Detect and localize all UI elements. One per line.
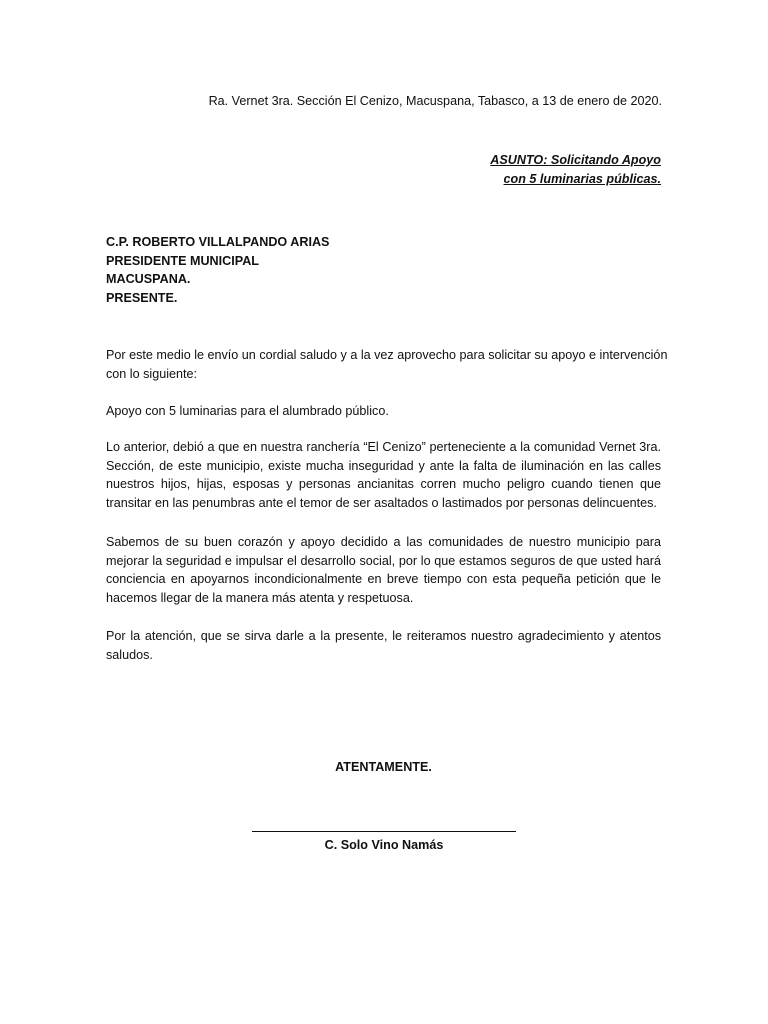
recipient-name: C.P. ROBERTO VILLALPANDO ARIAS [106,235,330,249]
paragraph-line: Sección, de este municipio, existe mucha inseguridad y ante la falta de iluminación en las calles [106,458,661,473]
paragraph-line: conciencia en apoyarnos incondicionalmente en breve tiempo con esta pequeña petición que le [106,572,661,587]
subject-line-1: ASUNTO: Solicitando Apoyo [490,153,661,167]
closing-text: ATENTAMENTE. [335,760,432,774]
paragraph-line: Sabemos de su buen corazón y apoyo decidido a las comunidades de nuestro municipio para [106,535,661,549]
paragraph-line: mejorar la seguridad e impulsar el desarrollo social, por lo que estamos seguros de que usted hará [106,553,661,568]
subject-block [420,151,661,188]
recipient-position: PRESIDENTE MUNICIPAL [106,253,260,268]
signature-line [252,831,516,832]
paragraph-line: transitar en las penumbras ante el temor de ser asaltados o lastimados por personas delincuentes. [106,495,657,510]
paragraph-line: Por este medio le envío un cordial saludo y a la vez aprovecho para solicitar su apoyo e intervención [106,348,668,362]
paragraph-line: Apoyo con 5 luminarias para el alumbrado público. [106,404,389,418]
paragraph-line: Lo anterior, debió a que en nuestra ranchería “El Cenizo” perteneciente a la comunidad Vernet 3ra. [106,440,661,454]
paragraph-line: nuestros hijos, hijas, esposas y personas ancianitas corren mucho peligro cuando tienen que [106,477,661,492]
subject-line-2: con 5 luminarias públicas. [503,171,661,186]
paragraph-line: saludos. [106,647,153,662]
body-paragraph-4 [106,533,661,607]
paragraph-line: hacemos llegar de la manera más atenta y respetuosa. [106,590,414,605]
body-paragraph-5 [106,627,661,664]
recipient-city: MACUSPANA. [106,272,191,287]
body-paragraph-3 [106,438,661,512]
recipient-salutation: PRESENTE. [106,290,178,305]
body-paragraph-2 [106,402,661,421]
paragraph-line: Por la atención, que se sirva darle a la presente, le reiteramos nuestro agradecimiento y atentos [106,629,661,643]
recipient-block [106,233,329,307]
place-date-line: Ra. Vernet 3ra. Sección El Cenizo, Macuspana, Tabasco, a 13 de enero de 2020. [208,94,662,108]
body-paragraph-1 [106,346,668,383]
signer-name: C. Solo Vino Namás [324,838,444,852]
paragraph-line: con lo siguiente: [106,366,198,381]
